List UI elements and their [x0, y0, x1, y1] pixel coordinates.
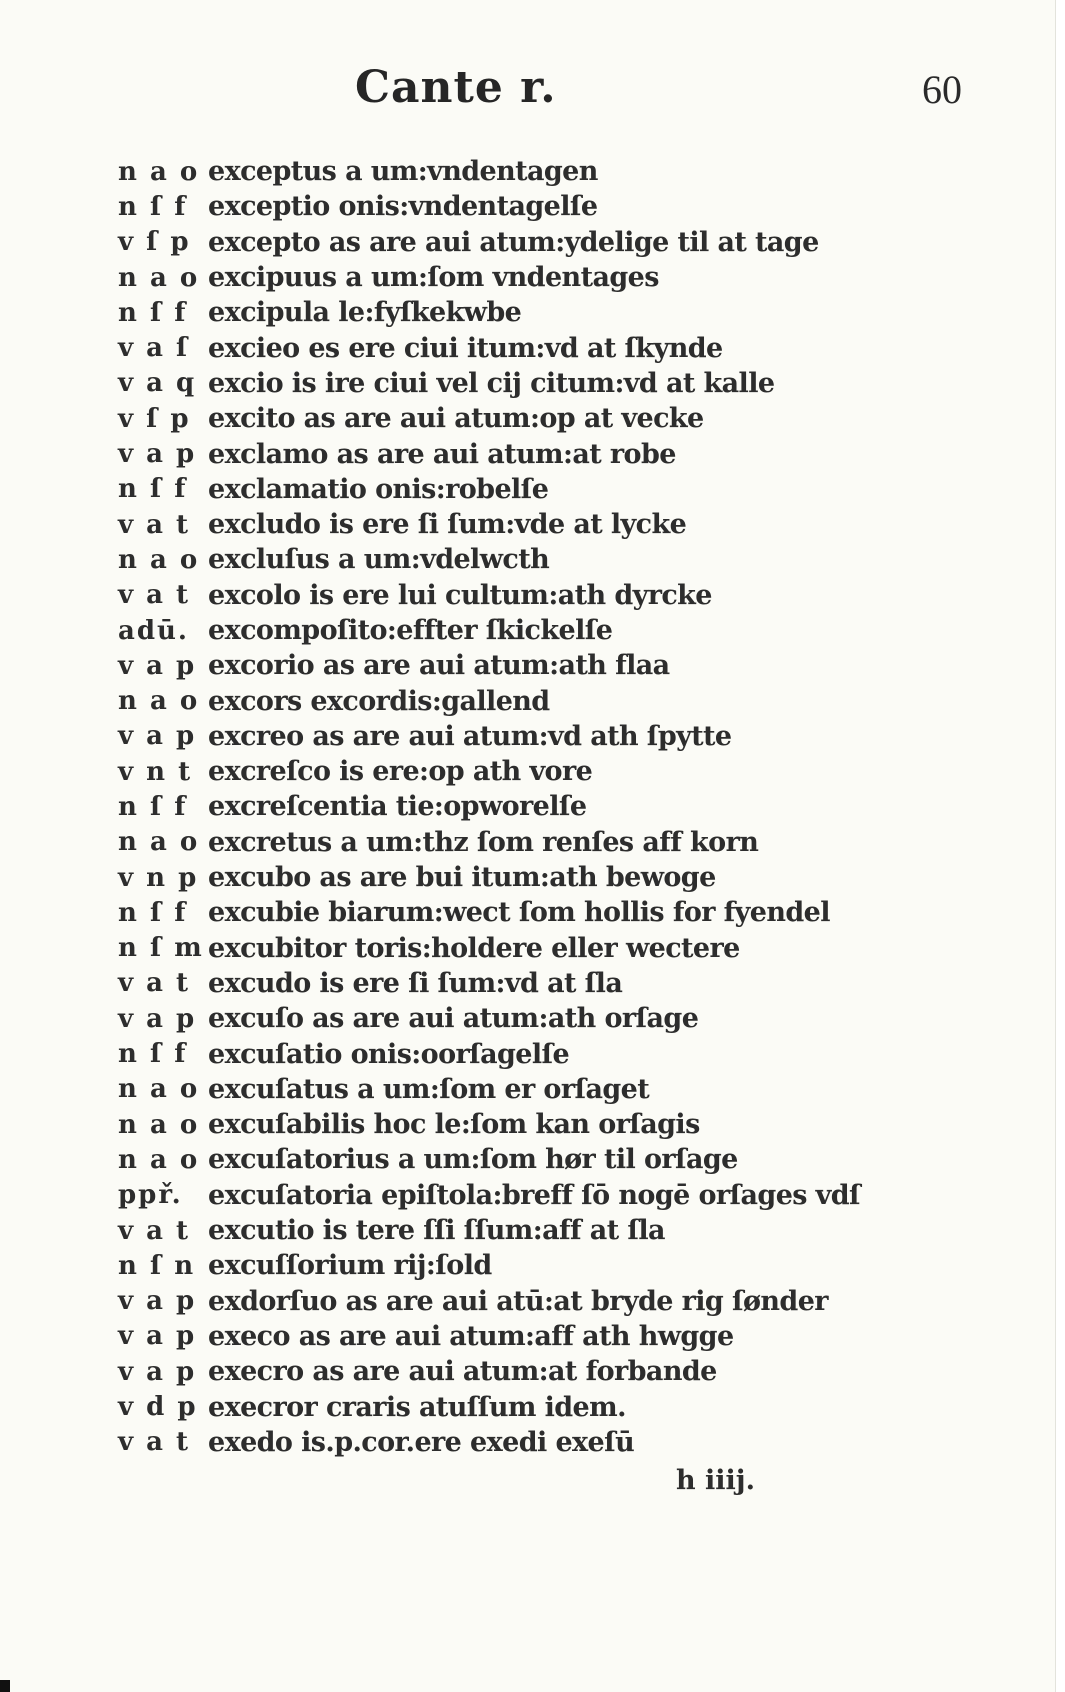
entry-text: excito as are aui atum:op at vecke	[208, 403, 704, 435]
entry-text: excutio is tere ſſi ſſum:aff at ſla	[208, 1215, 665, 1247]
entry-text: excuſo as are aui atum:ath orſage	[208, 1003, 699, 1035]
entry-code: v a q	[118, 368, 197, 399]
entry-row	[118, 1213, 948, 1248]
entry-code: n a o	[118, 686, 200, 717]
entry-row	[118, 1072, 948, 1107]
entry-code: v n p	[118, 862, 199, 893]
entry-row	[118, 507, 948, 542]
entry-code: v ſ p	[118, 227, 191, 258]
entry-text: excubie biarum:wect ſom hollis for fyendel	[208, 897, 830, 929]
entry-code: n a o	[118, 544, 200, 575]
entry-code: n ſ f	[118, 791, 188, 822]
entry-row	[118, 825, 948, 860]
entry-text: excolo is ere lui cultum:ath dyrcke	[208, 579, 712, 611]
entry-text: excuſatus a um:ſom er orſaget	[208, 1073, 650, 1105]
entry-row	[118, 295, 948, 330]
entry-code: v a t	[118, 1427, 191, 1458]
entry-text: exdorſuo as are aui atū:at bryde rig ſønder	[208, 1285, 828, 1317]
entry-row	[118, 895, 948, 930]
entry-code: ppř.	[118, 1180, 183, 1211]
entry-code: v a t	[118, 580, 191, 611]
entry-code: n a o	[118, 1144, 200, 1175]
entry-text: excubo as are bui itum:ath bewoge	[208, 862, 716, 894]
entry-text: excreſco is ere:op ath vore	[208, 756, 593, 788]
entry-text: exedo is.p.cor.ere exedi exeſū	[208, 1426, 635, 1458]
signature-mark: h iiij.	[676, 1465, 755, 1496]
entry-row	[118, 1425, 948, 1460]
entry-code: n a o	[118, 262, 200, 293]
entry-code: v a t	[118, 1215, 191, 1246]
entry-code: n ſ f	[118, 1039, 188, 1070]
entry-code: n ſ n	[118, 1250, 196, 1281]
entry-row	[118, 1142, 948, 1177]
entry-row	[118, 860, 948, 895]
entry-code: adū.	[118, 615, 189, 646]
entry-row	[118, 189, 948, 224]
entry-row	[118, 1354, 948, 1389]
entry-code: n ſ m	[118, 933, 204, 964]
entry-row	[118, 578, 948, 613]
entry-text: excuſatio onis:oorſagelſe	[208, 1038, 570, 1070]
entry-code: v n t	[118, 756, 193, 787]
entry-row	[118, 1248, 948, 1283]
entry-text: excompoſito:effter ſkickelſe	[208, 615, 613, 646]
entry-row	[118, 1319, 948, 1354]
entry-text: exceptus a um:vndentagen	[208, 156, 598, 188]
entry-row	[118, 401, 948, 436]
entry-text: execo as are aui atum:aff ath hwgge	[208, 1320, 734, 1352]
entry-text: excreo as are aui atum:vd ath ſpytte	[208, 720, 732, 752]
entry-text: excreſcentia tie:opworelſe	[208, 791, 587, 823]
entry-row	[118, 648, 948, 683]
entry-code: n ſ f	[118, 474, 188, 505]
entry-text: excretus a um:thz ſom renſes aff korn	[208, 826, 759, 858]
entry-row	[118, 1001, 948, 1036]
running-head: Cante r.	[355, 62, 557, 113]
entry-row	[118, 1036, 948, 1071]
entry-text: exceptio onis:vndentagelſe	[208, 191, 598, 223]
entry-row	[118, 719, 948, 754]
entry-text: excludo is ere ſi ſum:vde at lycke	[208, 509, 687, 541]
entry-row	[118, 966, 948, 1001]
entry-text: excipula le:fyſkekwbe	[208, 297, 522, 329]
entry-code: v a t	[118, 968, 191, 999]
entry-code: v a p	[118, 439, 197, 470]
entry-text: execro as are aui atum:at forbande	[208, 1356, 717, 1388]
entry-code: v a p	[118, 1286, 197, 1317]
entry-code: n a o	[118, 1074, 200, 1105]
entry-row	[118, 613, 948, 648]
entry-text: excubitor toris:holdere eller wectere	[208, 932, 740, 964]
entry-text: excieo es ere ciui itum:vd at ſkynde	[208, 332, 723, 364]
entry-text: exclamatio onis:robelſe	[208, 473, 549, 505]
entry-code: v a p	[118, 721, 197, 752]
entry-text: excuſatoria epiſtola:breff ſō nogē orſages vdſ	[208, 1179, 861, 1211]
entry-text: excipuus a um:ſom vndentages	[208, 262, 659, 294]
entry-row	[118, 225, 948, 260]
corner-mark	[0, 1680, 10, 1692]
entry-code: v d p	[118, 1392, 198, 1423]
entry-text: excorio as are aui atum:ath flaa	[208, 650, 670, 682]
entry-text: excuſabilis hoc le:ſom kan orſagis	[208, 1109, 700, 1141]
entry-code: n a o	[118, 827, 200, 858]
entry-row	[118, 1284, 948, 1319]
entry-code: n ſ f	[118, 191, 188, 222]
entry-row	[118, 754, 948, 789]
entry-row	[118, 154, 948, 189]
entry-row	[118, 330, 948, 365]
entry-code: n a o	[118, 156, 200, 187]
entry-row	[118, 542, 948, 577]
entry-text: exclamo as are aui atum:at robe	[208, 438, 676, 470]
entry-text: execror craris atuſſum idem.	[208, 1391, 626, 1423]
entry-text: excudo is ere ſi ſum:vd at ſla	[208, 967, 623, 999]
entry-row	[118, 1107, 948, 1142]
entry-text: excuſatorius a um:ſom hør til orſage	[208, 1144, 738, 1176]
entry-code: v a p	[118, 1003, 197, 1034]
entry-text: excuſſorium rij:ſold	[208, 1250, 492, 1282]
entry-code: n a o	[118, 1109, 200, 1140]
entry-row	[118, 931, 948, 966]
entry-row	[118, 436, 948, 471]
entry-text: excepto as are aui atum:ydelige til at tage	[208, 226, 819, 258]
entry-code: v a ſ	[118, 333, 190, 364]
entry-text: excors excordis:gallend	[208, 685, 550, 717]
dictionary-entries	[118, 154, 948, 1460]
entry-code: v a t	[118, 509, 191, 540]
entry-code: n ſ f	[118, 297, 188, 328]
entry-row	[118, 1389, 948, 1424]
entry-code: v a p	[118, 1321, 197, 1352]
entry-text: excio is ire ciui vel cij citum:vd at kalle	[208, 367, 775, 399]
entry-code: v a p	[118, 650, 197, 681]
entry-row	[118, 260, 948, 295]
entry-row	[118, 1178, 948, 1213]
entry-code: n ſ f	[118, 897, 188, 928]
entry-code: v ſ p	[118, 403, 191, 434]
page-number: 60	[922, 67, 962, 112]
entry-row	[118, 366, 948, 401]
entry-code: v a p	[118, 1356, 197, 1387]
entry-text: excluſus a um:vdelwcth	[208, 544, 550, 576]
entry-row	[118, 789, 948, 824]
entry-row	[118, 683, 948, 718]
entry-row	[118, 472, 948, 507]
